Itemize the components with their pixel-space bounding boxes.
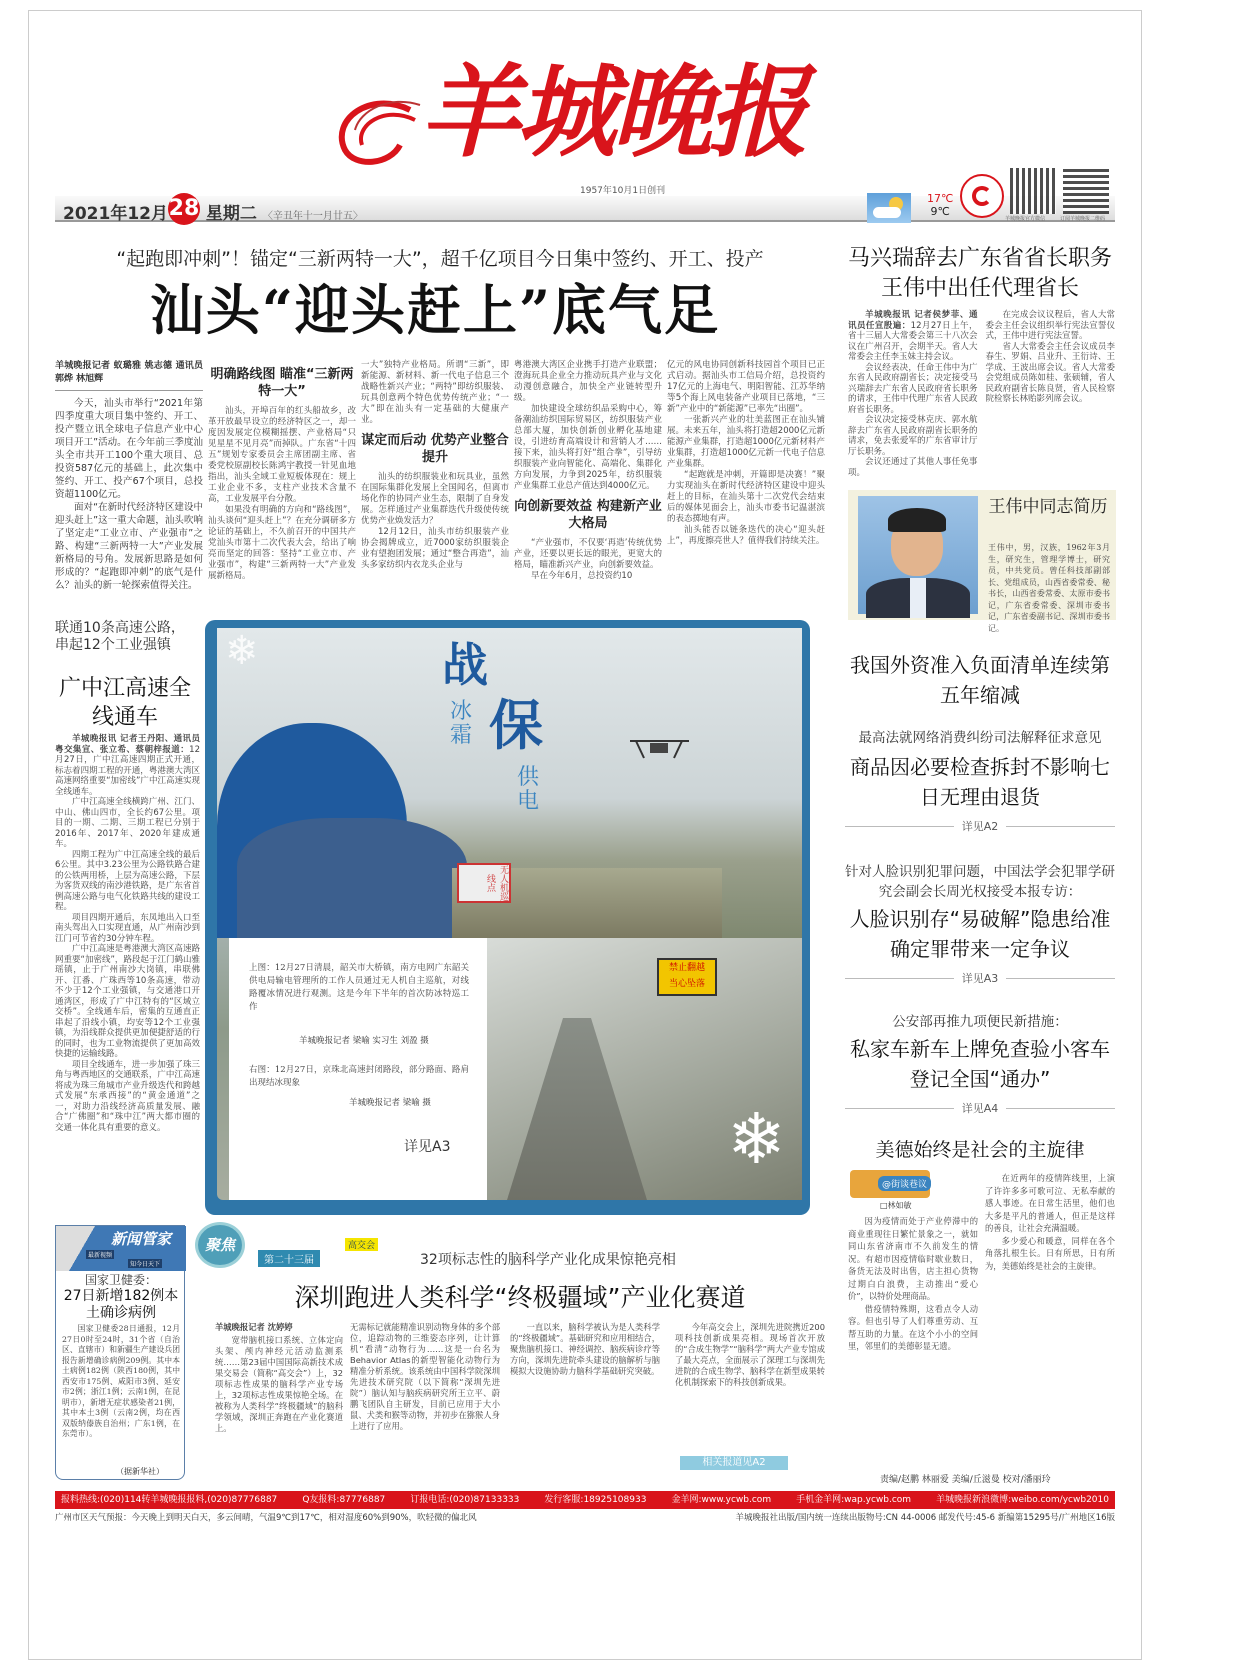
- temp-low: 9℃: [930, 205, 950, 218]
- brief-headline[interactable]: 27日新增182例本土确诊病例: [63, 1288, 179, 1321]
- highway-kicker: 联通10条高速公路，串起12个工业强镇: [55, 620, 185, 653]
- lead-kicker: “起跑即冲刺”！锚定“三新两特一大”，超千亿项目今日集中签约、开工、投产: [116, 248, 764, 270]
- column-headline[interactable]: 美德始终是社会的主旋律: [875, 1139, 1085, 1161]
- paragraph: 汕头，开埠百年的红头船故乡，改革开放最早设立的经济特区之一，却一度因发展定位模糊摇摆、产业格局“只见星星不见月亮”而掉队。广东省“十四五”规划专家委员会主席团副主席、省委党校原副校长陈鸿宇教授一针见血地指出，汕头全域工业短板体现在：规上工业企业不多，支柱产业技术含量不高，工业发展平台分散。: [208, 406, 356, 504]
- snowflake-icon: ❄: [727, 1098, 786, 1180]
- paragraph: 12月27日，广中江高速四期正式开通，标志着四期工程的开通，粤港澳大湾区高速网络重要“加密线”广中江高速实现全线通车。: [55, 744, 200, 797]
- paragraph: 汕头的纺织服装业和玩具业，虽然在国际集群化发展上全国闻名，但离市场化作的协同产业生态，限制了自身发展。怎样通过产业集群迭代升级使传统优势产业焕发活力？: [361, 472, 509, 526]
- lead-column-5: [667, 360, 825, 610]
- subscription-phone[interactable]: 订报电话:(020)87133333: [410, 1495, 520, 1505]
- paragraph: 广中江高速是粤港澳大湾区高速路网重要“加密线”，路段起于江门鹤山雅瑶镇，止于广州南沙大岗镇，串联佛开、江番、广珠西等10条高速，带动不少于12个工业强镇，与交通港口开通湾区，形成了广中江特有的“区域立交桥”。全线通车后，密集的互通直正串起了沿线小镇，均安等12个工业强镇，为沿线群众提供更加便捷舒适的行的同时，也为工业物流提供了更加高效快捷的运输线路。: [55, 944, 200, 1059]
- lead-column-4: [514, 360, 662, 610]
- lunar-date: 〈辛丑年十一月廿五〉: [262, 211, 363, 222]
- paragraph: 汕头能否以链条迭代的决心“迎头赶上”，再度擦亮世人？值得我们持续关注。: [667, 525, 825, 546]
- photo-credit-2: 羊城晚报记者 梁喻 摄: [349, 1098, 431, 1108]
- governor-byline: 羊城晚报讯 记者侯梦菲、通讯员任宣殷遍：: [848, 310, 978, 331]
- weather-forecast: 广州市区天气预报：今天晚上到明天白天，多云间晴，气温9℃到17℃，相对湿度60%到90%，吹轻微的偏北风: [55, 1513, 477, 1523]
- photo-feature: [205, 620, 810, 1215]
- paragraph: 广中江高速全线横跨广州、江门、中山、佛山四市，全长约67公里。项目的一期、二期、三期工程已分别于2016年、2017年、2020年建成通车。: [55, 797, 200, 849]
- mobile-site-link[interactable]: 手机金羊网:wap.ycwb.com: [796, 1495, 912, 1505]
- masthead-title: 羊城晚报: [420, 53, 804, 171]
- news-brief-box: [55, 1225, 185, 1480]
- column-tag: @街谈巷议: [878, 1176, 931, 1191]
- emblem-icon: [960, 174, 1004, 218]
- paragraph: 今年高交会上，深圳先进院携近200项科技创新成果亮相。现场首次开放的“合成生物学”“脑科学”两大产业专馆成了最大亮点，全面展示了深理工与深圳先进院的合成生物学、脑科学在新型成果转化机制探索下的科技创新成果。: [675, 1322, 825, 1387]
- paragraph: 早在今年6月，总投资约10: [531, 571, 633, 581]
- warning-text: 禁止翻越: [668, 963, 705, 973]
- story-face-recognition[interactable]: [845, 862, 1115, 986]
- paragraph: 因为疫情而处于产业停滞中的商业重现往日繁忙景象之一，就如同山东省济南市不久前发生的情况。有超市因疫情临时歇业数日，备货无法及时出售，店主担心货物过期白白浪费，主动推出“爱心价”，以特价处理商品。: [848, 1216, 978, 1301]
- qr-label-wechat: 羊城晚报官方微信: [1005, 216, 1046, 222]
- lead-column-1: [55, 360, 203, 610]
- qr-code-subscribe[interactable]: [1063, 168, 1109, 214]
- story-kicker: 公安部再推九项便民新措施：: [892, 1014, 1068, 1030]
- paragraph: 粤港澳大湾区企业携手打造产业联盟；澄海玩具企业全力推动玩具产业与文化动漫创意融合，加快全产业链转型升级。: [514, 360, 662, 403]
- brain-headline[interactable]: 深圳跑进人类科学“终极疆域”产业化赛道: [294, 1283, 746, 1312]
- story-kicker: 针对人脸识别犯罪问题，中国法学会犯罪学研究会副会长周光权接受本报专访：: [845, 864, 1115, 900]
- weekday: 星期二: [205, 204, 257, 224]
- story-headline: 我国外资准入负面清单连续第五年缩减: [850, 653, 1110, 707]
- story-headline: 商品因必要检查拆封不影响七日无理由退货: [850, 755, 1110, 809]
- worker-jacket: [237, 818, 467, 938]
- paragraph: 如果没有明确的方向和“路线图”，汕头谈何“迎头赶上”？在充分调研多方论证的基础上，不久前召开的中国共产党汕头市第十二次代表大会，给出了响亮而坚定的回答：坚持“工业立市、产业强市”，构建“三新两特一大”产业发展新格局。: [208, 505, 356, 581]
- brain-col-3: [510, 1322, 660, 1472]
- banner-title: 新闻管家: [111, 1230, 172, 1248]
- bio-box: [848, 490, 1116, 633]
- see-page-link[interactable]: 详见A3: [845, 970, 1115, 986]
- qr-code-wechat[interactable]: [1010, 168, 1056, 214]
- qq-report[interactable]: Q友报料:87776887: [302, 1495, 386, 1505]
- photo-credit-1: 羊城晚报记者 梁喻 实习生 刘盈 摄: [299, 1036, 429, 1046]
- column-body-1: [848, 1215, 978, 1465]
- publisher-info: 羊城晚报社出版/国内统一连续出版物号:CN 44-0006 邮发代号:45-6 新编第15295号/广州地区16版: [735, 1513, 1115, 1523]
- partly-cloudy-icon: [867, 193, 911, 223]
- brain-kicker: 32项标志性的脑科学产业化成果惊艳亮相: [420, 1252, 676, 1268]
- issue-date: [63, 196, 363, 225]
- paragraph: 加快建设全球纺织品采购中心，筹备潮汕纺织国际贸易区，纺织服装产业总部大厦，加快创新创业孵化基地建设，引进纺育高端设计和营销人才……接下来，汕头将打好“组合拳”，引导纺织服装产业向智能化、高端化、集群化方向发展，力争到2025年，纺织服装产业集群工业总产值达到4000亿元。: [514, 404, 662, 491]
- lead-subhead-3: 向创新要效益 构建新产业大格局: [514, 499, 662, 531]
- story-headline: 人脸识别存“易破解”隐患给准确定罪带来一定争议: [849, 907, 1111, 961]
- brief-body: 国家卫健委28日通报，12月27日0时至24时，31个省（自治区、直辖市）和新疆生产建设兵团报告新增确诊病例209例。其中本土病例182例（陕西180例，其中西安市175例、咸阳市3例、延安市2例；浙江1例；云南1例，在昆明市），新增无症状感染者21例，其中本土3例（云南2例，均在西双版纳傣族自治州；广东1例，在东莞市）。: [62, 1324, 180, 1438]
- website-link[interactable]: 金羊网:www.ycwb.com: [671, 1495, 772, 1505]
- lead-headline[interactable]: 汕头“迎头赶上”底气足: [149, 278, 721, 342]
- paragraph: 四期工程为广中江高速全线的最后6公里。其中3.23公里为公路铁路合建的公铁两用桥，上层为高速公路，下层为客货双线的南沙港铁路，是广东省首例高速公路与电气化铁路共线的建设工程。: [55, 849, 200, 912]
- see-page-link[interactable]: 详见A3: [404, 1139, 451, 1155]
- see-page-link[interactable]: 详见A2: [845, 818, 1115, 834]
- founded-date: 1957年10月1日创刊: [580, 186, 666, 196]
- paragraph: 项目全线通车，进一步加强了珠三角与粤西地区的交通联系，广中江高速将成为珠三角城市产业升级迭代和跨越式发展“东承西接”的“黄金通道”之一，对助力沿线经济高质量发展、融合“广佛圈”和“珠中江”两大都市圈的交通一体化具有重要的意义。: [55, 1059, 200, 1133]
- editor-credits: 责编/赵鹏 林丽爱 美编/丘滋曼 校对/潘丽玲: [880, 1475, 1051, 1485]
- portrait-photo: [858, 496, 978, 614]
- column-body-2: [985, 1172, 1115, 1465]
- paragraph: 会议决定接受林克庆、郭水航辞去广东省人民政府副省长职务的请求，免去张爱军的广东省审计厅厅长职务。: [848, 415, 978, 457]
- event-badge: 第二十三届: [258, 1250, 320, 1267]
- temp-high: 17℃: [927, 192, 954, 205]
- footer-info: [55, 1511, 1115, 1523]
- banner-sub: 最新视频: [88, 1252, 113, 1259]
- paragraph: 无需标记就能精准识别动物身体的多个部位，追踪动物的三维姿态序列，让计算机“看清”动物行为……这是一台名为Behavior Atlas的新型智能化动物行为精准分析系统。该系统由中国科学院深圳先进技术研究院（以下简称“深圳先进院”）脑认知与脑疾病研究所王立平、蔚鹏飞团队自主研发，目前已应用于大小鼠、犬类和猴等动物，并初步在猕猴人身上进行了应用。: [350, 1322, 500, 1431]
- snowflake-icon: ❄: [225, 628, 259, 674]
- governor-headline[interactable]: 马兴瑞辞去广东省省长职务 王伟中出任代理省长: [847, 246, 1112, 301]
- road-photo: [487, 938, 802, 1200]
- photo-title-power: [517, 766, 539, 814]
- paragraph: 一大”独特产业格局。所谓“三新”，即新能源、新材料、新一代电子信息三个战略性新兴产业；“两特”即纺织服装、玩具创意两个特色优势传统产业；“一大”即在汕头有一定基础的大健康产业。: [361, 360, 509, 425]
- warning-text: 当心坠落: [668, 979, 705, 989]
- warning-sign: [657, 958, 717, 996]
- see-page-link[interactable]: 详见A4: [845, 1100, 1115, 1116]
- brain-col-1: [215, 1322, 343, 1472]
- photo-title-char: 供: [517, 765, 540, 790]
- story-foreign-investment[interactable]: [845, 650, 1115, 710]
- photo-title-char: 电: [517, 789, 540, 814]
- highway-byline: 羊城晚报讯 记者王丹阳、通讯员粤交集宣、张立希、蔡朝梓报道：: [55, 734, 200, 755]
- weibo-link[interactable]: 羊城晚报新浪微博:weibo.com/ycwb2010: [936, 1495, 1109, 1505]
- paragraph: 项目四期开通后，东凤地出入口至南头驾出入口实现直通，从广州南沙到江门可节省约30分钟车程。: [55, 912, 200, 944]
- drone-patrol-sign: 无人机巡线点: [457, 863, 511, 903]
- lead-subhead-2: 谋定而后动 优势产业整合提升: [361, 433, 509, 465]
- brain-byline: 羊城晚报记者 沈婷婷: [215, 1322, 293, 1332]
- news-butler-banner: [56, 1226, 186, 1271]
- lead-paragraph: 今天，汕头市举行“2021年第四季度重大项目集中签约、开工、投产暨立讯全球电子信息产业中心项目开工”活动。在今年前三季度汕头全市共开工100个重大项目、总投资587亿元的基础上，此次集中签约、开工、投产67个项目，总投资超1100亿元。: [55, 398, 203, 500]
- highway-body: [55, 734, 200, 1215]
- hotline[interactable]: 报料热线:(020)114转羊城晚报报料,(020)87776887: [61, 1495, 278, 1505]
- bio-title: 王伟中同志简历: [988, 497, 1108, 517]
- photo-title-ice: [450, 700, 472, 748]
- highway-headline[interactable]: 广中江高速全线通车: [58, 676, 191, 730]
- lead-column-2: [208, 360, 356, 610]
- paragraph: 一直以来，脑科学被认为是人类科学的“终极疆域”。基础研究和应用相结合，聚焦脑机接口、神经调控、脑疾病诊疗等方向，深圳先进院牵头建设的脑解析与脑模拟大设施协助力脑科学基础研究突破。: [510, 1322, 660, 1376]
- banner-sub: 知今日天下: [130, 1261, 161, 1268]
- paragraph: 省人大常委会主任会议成员李春生、罗娟、吕业升、王衍诗、王学成、王波出席会议。省人大常委会党组成员陈如桂、张硕辅，省人民政府副省长陈良贤，省人民检察院检察长林贻影列席会议。: [985, 341, 1115, 404]
- focus-badge: 聚焦: [195, 1222, 245, 1268]
- paragraph: 亿元的风电协同创新科技园首个项目已正式启动。据汕头市工信局介绍，总投资约17亿元的上海电气、明阳智能、江苏华纳等5个海上风电装备产业项目已落地，“三新”产业中的“新能源”已率先“出圈”。: [667, 360, 825, 414]
- masthead: [330, 55, 810, 180]
- brain-col-2: [350, 1322, 500, 1472]
- feature-photo[interactable]: [217, 628, 802, 1200]
- day-badge: 28: [168, 193, 200, 225]
- paragraph: “产业强市，不仅要‘再造’传统优势产业，还要以更长远的眼光，更宽大的格局，瞄准新兴产业，向创新要效益。: [514, 538, 662, 570]
- brain-col-4: [675, 1322, 825, 1452]
- hitec-fair-badge: 高交会: [345, 1238, 378, 1251]
- brief-kicker: 国家卫健委：: [84, 1273, 157, 1287]
- lead-column-3: [361, 360, 509, 610]
- story-kicker: 最高法就网络消费纠纷司法解释征求意见: [858, 730, 1102, 746]
- photo-title-char: 冰: [450, 699, 473, 724]
- bio-text: 王伟中，男，汉族，1962年3月生，研究生，管理学博士，研究员，中共党员。曾任科技部副部长、党组成员，山西省委常委、秘书长，山西省委常委、太原市委书记，广东省委常委、深圳市委书记，广东省委副书记、深圳市委书记。: [988, 543, 1110, 633]
- related-report-link[interactable]: 相关报道见A2: [680, 1456, 788, 1470]
- paragraph: “起跑就是冲刺，开篇即是决赛！”聚力实现汕头在新时代经济特区建设中迎头赶上的目标，在汕头第十二次党代会结束后的媒体见面会上，汕头市委书记温湛滨的表态掷地有声。: [667, 470, 825, 524]
- brief-source: （据新华社）: [116, 1467, 164, 1476]
- paragraph: 多少爱心和暖意，同样在各个角落扎根生长。日有所思，日有所为，美德始终是社会的主旋律。: [985, 1235, 1115, 1271]
- lead-paragraph: 面对“在新时代经济特区建设中迎头赶上”这一重大命题，汕头吹响了坚定走“工业立市、产业强市”之路、构建“三新两特一大”产业发展新格局的号角。发展新思路是如何形成的？“起跑即冲刺”的底气是什么？汕头的新一轮探索值得关注。: [55, 502, 203, 591]
- photo-caption-box: [229, 938, 487, 1200]
- drone-icon: [622, 733, 697, 768]
- photo-title-char: 战: [442, 638, 488, 692]
- paragraph: 在近两年的疫情阵线里，上演了许许多多可歌可泣、无私奉献的感人事迹。在日常生活里，他们也大多是平凡的普通人，但正是这样的善良，让社会充满温暖。: [985, 1173, 1115, 1233]
- story-headline: 私家车新车上牌免查验小客车登记全国“通办”: [850, 1037, 1110, 1091]
- paragraph: 在完成会议议程后，省人大常委会主任会议组织举行宪法宣誓仪式，王伟中进行宪法宣誓。: [985, 310, 1115, 341]
- lead-byline: 羊城晚报记者 蚁璐雅 姚志德 通讯员 郭烨 林旭辉: [55, 360, 203, 391]
- paragraph: 会议还通过了其他人事任免事项。: [848, 457, 978, 478]
- column-author: □林如敏: [880, 1201, 912, 1210]
- photo-caption-1: 上图：12月27日清晨，韶关市大桥镇，南方电网广东韶关供电局输电管理所的工作人员通过无人机自主巡航，对线路覆冰情况进行观测。这是今年下半年的首次防冰特巡工作: [249, 963, 469, 1012]
- lead-subhead-1: 明确路线图 瞄准“三新两特一大”: [210, 367, 354, 399]
- paragraph: 宽带脑机接口系统、立体定向头架、颅内神经元活动监测系统……第23届中国国际高新技术成果交易会（简称“高交会”）上，32项标志性成果的脑科学产业专场上，32项标志性成果惊艳全场。在被称为人类科学“终极疆域”的脑科学领域，深圳正奔跑在产业化赛道上。: [215, 1335, 343, 1433]
- qr-label-subscribe: 订阅羊城晚报二维码: [1060, 216, 1106, 222]
- governor-article-body: [848, 310, 1115, 488]
- masthead-swirl-logo-icon: [330, 90, 425, 170]
- paragraph: 一张新兴产业的壮美蓝图正在汕头铺展。未来五年，汕头将打造超2000亿元新能源产业集群，打造超1000亿元新材料产业集群，打造超1000亿元新一代电子信息产业集群。: [667, 415, 825, 469]
- story-car-registration[interactable]: [845, 1012, 1115, 1116]
- paragraph: 借疫情特殊期，这看点令人动容。但也引导了人们尊重劳动、互帮互助的力量。在这个小小的空间里，邻里们的美德彰显无遗。: [848, 1303, 978, 1351]
- paragraph: 12月27日上午，省十三届人大常委会第三十八次会议在广州召开，会期半天。省人大常委会主任李玉妹主持会议。: [848, 320, 978, 362]
- distribution-service[interactable]: 发行客服:18925108933: [544, 1495, 647, 1505]
- photo-title-char: 保: [489, 693, 543, 757]
- story-return-policy[interactable]: [845, 728, 1115, 834]
- photo-caption-2: 右图：12月27日，京珠北高速封闭路段，部分路面、路肩出现结冰现象: [249, 1065, 469, 1088]
- footer-contact-bar: [55, 1491, 1115, 1509]
- temperature: [927, 192, 953, 218]
- date-bar: [55, 192, 1115, 224]
- paragraph: 会议经表决，任命王伟中为广东省人民政府副省长；决定接受马兴瑞辞去广东省人民政府省长职务的请求，王伟中代理广东省人民政府省长职务。: [848, 362, 978, 415]
- paragraph: 12月12日，汕头市纺织服装产业协会揭牌成立，近7000家纺织服装企业有望抱团发展；通过“整合再造”，汕头多家纺织内衣龙头企业与: [361, 527, 509, 570]
- photo-title-char: 霜: [450, 723, 473, 748]
- date-text: 2021年12月: [63, 204, 168, 224]
